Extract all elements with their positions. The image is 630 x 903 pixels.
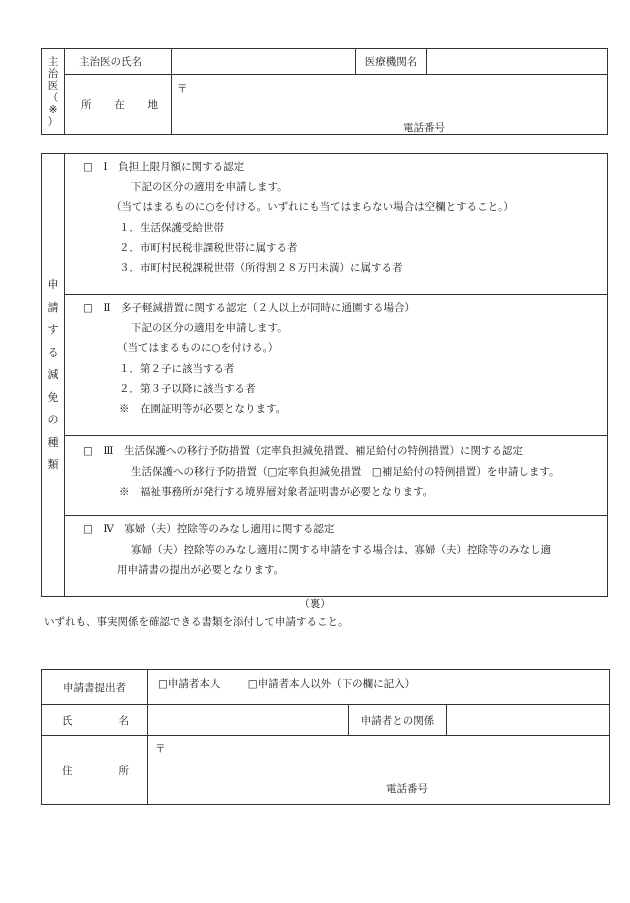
reduction-type-table [41, 153, 608, 597]
physician-phone-label: 電話番号 [403, 122, 445, 134]
option-other-checkbox[interactable]: □申請者本人以外（下の欄に記入） [247, 678, 416, 690]
submitter-address-field[interactable] [148, 736, 610, 805]
physician-address-label: 所 在 地 [65, 75, 172, 135]
section-multi-child: □ Ⅱ 多子軽減措置に関する認定（２人以上が同時に通園する場合） 下記の区分の適用を申請します。 （当てはまるものに○を付ける。） １．第２子に該当する者 ２．第３子以降に該当する者 ※ 在園証明等が必要となります。 [65, 295, 608, 436]
section-welfare-prevention: □ Ⅲ 生活保護への移行予防措置（定率負担減免措置、補足給付の特例措置）に関する認定 生活保護への移行予防措置（□定率負担減免措置 □補足給付の特例措置）を申請します。 ※ 福祉事務所が発行する境界層対象者証明書が必要となります。 [65, 436, 608, 516]
section-1-title[interactable]: □ Ⅰ 負担上限月額に関する認定 [83, 161, 245, 173]
section-upper-limit: □ Ⅰ 負担上限月額に関する認定 下記の区分の適用を申請します。 （当てはまるものに○を付ける。いずれにも当てはまらない場合は空欄とすること。） １．生活保護受給世帯 ２．市町村民税非課税世帯に属する者 ３．市町村民税課税世帯（所得割２８万円未満）に属する者 [65, 154, 608, 295]
section-3-title[interactable]: □ Ⅲ 生活保護への移行予防措置（定率負担減免措置、補足給付の特例措置）に関する認定 [83, 445, 524, 457]
submitter-phone-label: 電話番号 [386, 783, 428, 795]
physician-name-field[interactable] [172, 49, 356, 75]
relation-field[interactable] [447, 705, 610, 736]
relation-label: 申請者との関係 [349, 705, 447, 736]
physician-address-field[interactable] [172, 75, 608, 135]
institution-label: 医療機関名 [356, 49, 427, 75]
postal-mark: 〒 [155, 743, 166, 755]
option-self-checkbox[interactable]: □申請者本人 [158, 678, 221, 690]
submitter-label: 申請書提出者 [42, 670, 148, 705]
physician-table [41, 48, 608, 135]
physician-side-label: 主 治 医 （ ※ ） [42, 49, 65, 135]
institution-field[interactable] [427, 49, 608, 75]
section-widow-deduction: □ Ⅳ 寡婦（夫）控除等のみなし適用に関する認定 寡婦（夫）控除等のみなし適用に関する申請をする場合は、寡婦（夫）控除等のみなし適 用申請書の提出が必要となります。 [65, 516, 608, 597]
physician-name-label: 主治医の氏名 [65, 49, 172, 75]
submitter-name-field[interactable] [148, 705, 349, 736]
postal-mark: 〒 [177, 83, 188, 95]
section-2-title[interactable]: □ Ⅱ 多子軽減措置に関する認定（２人以上が同時に通園する場合） [83, 302, 416, 314]
submitter-options [148, 670, 610, 705]
submitter-name-label: 氏 名 [42, 705, 148, 736]
submitter-address-label: 住 所 [42, 736, 148, 805]
page-caption: （裏） [299, 598, 331, 610]
section-4-title[interactable]: □ Ⅳ 寡婦（夫）控除等のみなし適用に関する認定 [83, 523, 335, 535]
reduction-side-label: 申 請 す る 減 免 の 種 類 [42, 154, 65, 597]
submitter-table [41, 669, 610, 805]
attachment-note: いずれも、事実関係を確認できる書類を添付して申請すること。 [44, 616, 349, 628]
